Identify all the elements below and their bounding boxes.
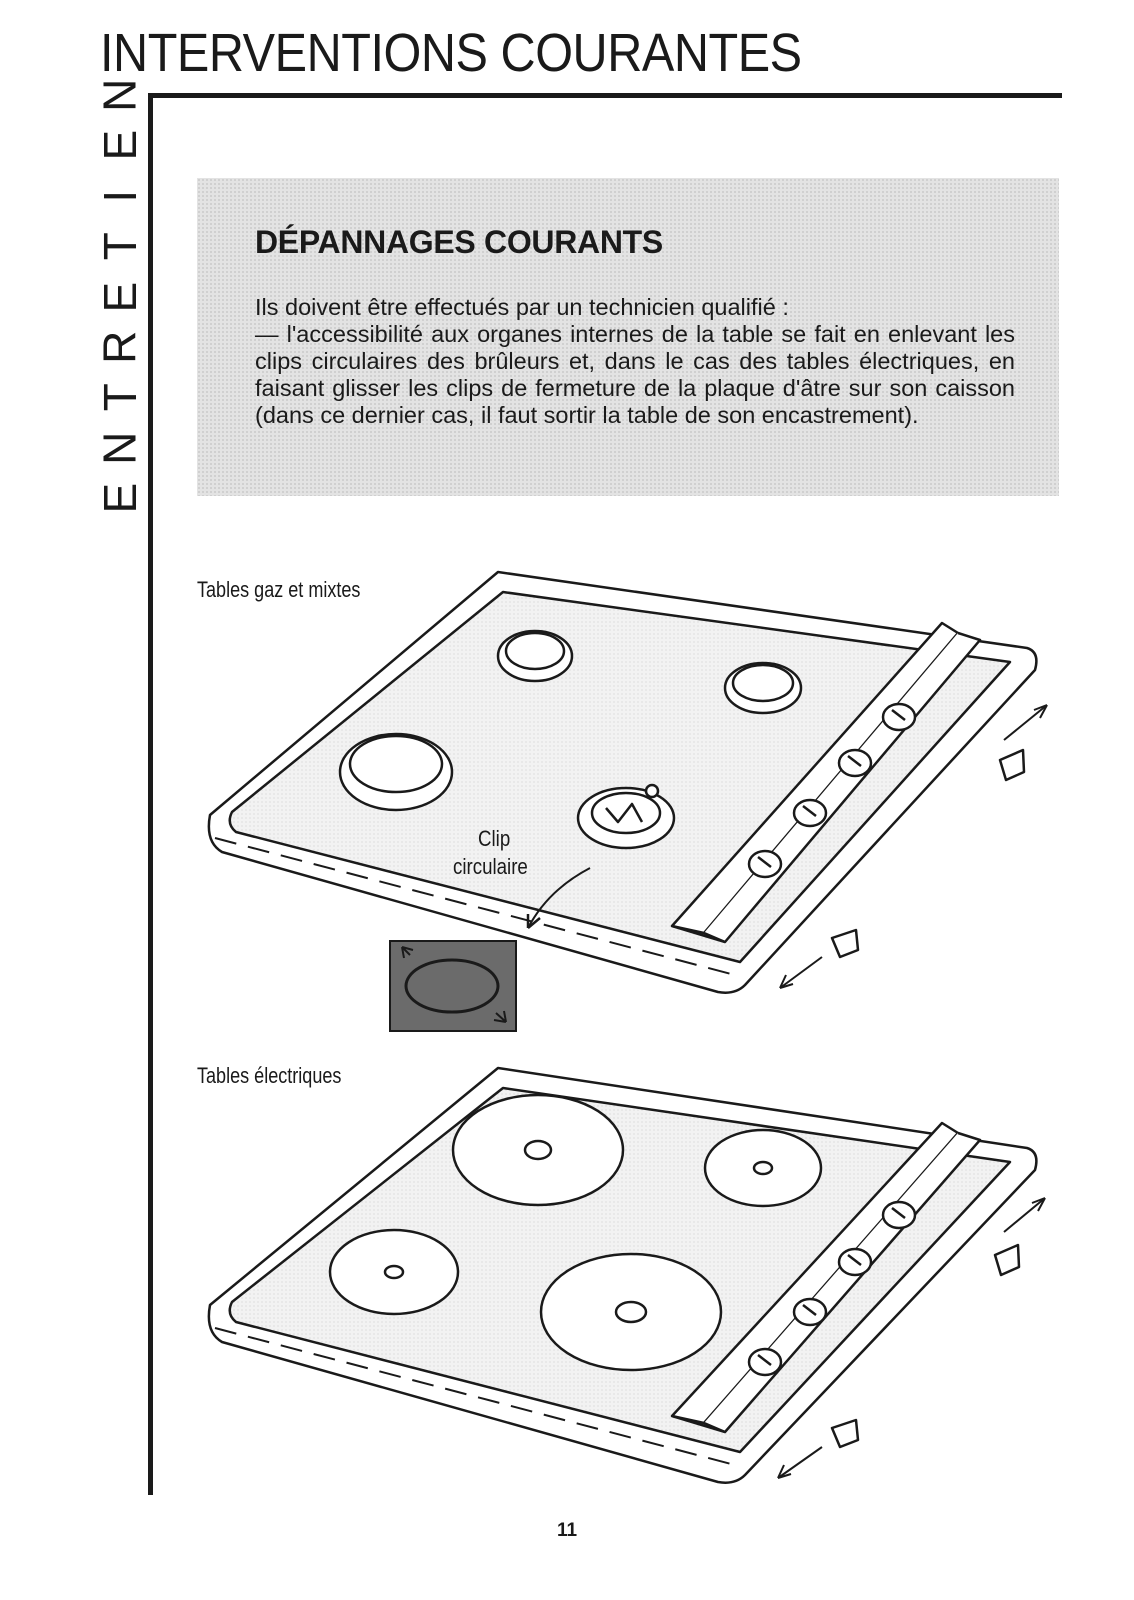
burner-icon bbox=[340, 734, 452, 810]
side-letter: E bbox=[93, 281, 146, 313]
clip-inset-illustration bbox=[390, 941, 516, 1031]
gas-hob-illustration bbox=[209, 572, 1047, 993]
page-number: 11 bbox=[556, 1520, 578, 1541]
electric-table-caption: Tables électriques bbox=[197, 1063, 342, 1088]
hotplate-icon bbox=[330, 1230, 458, 1314]
electric-hob-illustration bbox=[209, 1068, 1045, 1483]
side-letter: N bbox=[93, 78, 146, 112]
box-line: — l'accessibilité aux organes internes de la table se fait en enlevant les bbox=[255, 321, 1015, 347]
hotplate-icon bbox=[541, 1254, 721, 1370]
side-letter: R bbox=[93, 330, 146, 364]
side-letter: T bbox=[93, 383, 146, 412]
clip-label bbox=[478, 826, 510, 852]
clip-label-line: circulaire bbox=[453, 854, 528, 879]
side-letter: E bbox=[93, 482, 146, 514]
clip-label-line: Clip bbox=[478, 826, 511, 851]
box-line: Ils doivent être effectués par un technicien qualifié : bbox=[255, 294, 789, 320]
side-letter: T bbox=[93, 232, 146, 261]
burner-icon bbox=[725, 663, 801, 713]
side-letter: N bbox=[93, 431, 146, 465]
box-line: (dans ce dernier cas, il faut sortir la table de son encastrement). bbox=[255, 402, 919, 428]
box-line: faisant glisser les clips de fermeture de la plaque d'âtre sur son caisson bbox=[255, 375, 1015, 401]
hotplate-icon bbox=[453, 1095, 623, 1205]
box-title: DÉPANNAGES COURANTS bbox=[255, 224, 663, 260]
box-line: clips circulaires des brûleurs et, dans le cas des tables électriques, en bbox=[255, 348, 1015, 374]
page-title: INTERVENTIONS COURANTES bbox=[100, 23, 802, 83]
side-letter: E bbox=[93, 130, 146, 161]
burner-icon bbox=[498, 631, 572, 681]
hotplate-icon bbox=[705, 1130, 821, 1206]
clip-label bbox=[453, 854, 528, 880]
gas-table-caption: Tables gaz et mixtes bbox=[197, 577, 361, 602]
side-letter: I bbox=[93, 189, 146, 203]
